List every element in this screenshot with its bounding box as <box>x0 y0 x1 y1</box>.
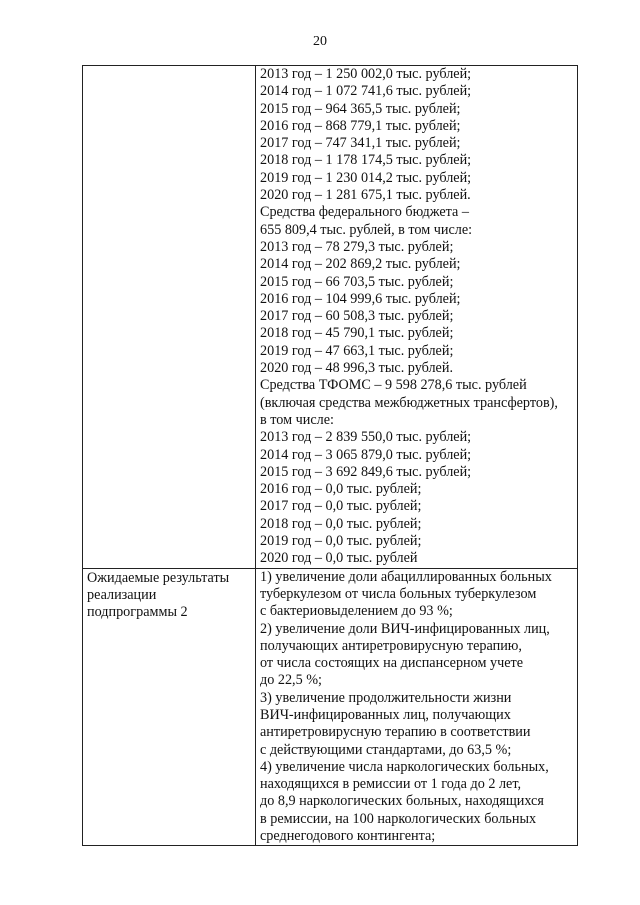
results-line: среднегодового контингента; <box>260 828 436 845</box>
federal-budget-heading: Средства федерального бюджета – <box>260 204 469 221</box>
results-label-line: реализации <box>87 586 157 603</box>
results-label <box>87 569 251 622</box>
federal-budget-line: 2014 год – 202 869,2 тыс. рублей; <box>260 256 461 273</box>
funding-cell <box>256 66 578 569</box>
funding-total-line: 2016 год – 868 779,1 тыс. рублей; <box>260 117 461 134</box>
results-label-line: подпрограммы 2 <box>87 604 188 621</box>
tfoms-block <box>260 377 573 567</box>
federal-budget-line: 2019 год – 47 663,1 тыс. рублей; <box>260 342 454 359</box>
results-line: туберкулезом от числа больных туберкулезом <box>260 585 537 602</box>
tfoms-line: 2017 год – 0,0 тыс. рублей; <box>260 498 422 515</box>
results-line: до 8,9 наркологических больных, находящихся <box>260 793 544 810</box>
federal-budget-block <box>260 204 573 377</box>
results-line: находящихся в ремиссии от 1 года до 2 лет, <box>260 776 522 793</box>
funding-total-line: 2014 год – 1 072 741,6 тыс. рублей; <box>260 83 472 100</box>
funding-total-line: 2020 год – 1 281 675,1 тыс. рублей. <box>260 187 471 204</box>
tfoms-line: 2020 год – 0,0 тыс. рублей <box>260 550 418 567</box>
tfoms-line: 2019 год – 0,0 тыс. рублей; <box>260 533 422 550</box>
results-line: с действующими стандартами, до 63,5 %; <box>260 741 512 758</box>
results-line: 3) увеличение продолжительности жизни <box>260 689 512 706</box>
results-line: получающих антиретровирусную терапию, <box>260 637 522 654</box>
tfoms-line: 2018 год – 0,0 тыс. рублей; <box>260 515 422 532</box>
results-line: в ремиссии, на 100 наркологических больных <box>260 810 537 827</box>
page-number: 20 <box>313 34 327 49</box>
results-line: до 22,5 %; <box>260 672 322 689</box>
results-line: 4) увеличение числа наркологических больных, <box>260 758 549 775</box>
program-table <box>82 65 578 846</box>
federal-budget-line: 2016 год – 104 999,6 тыс. рублей; <box>260 290 461 307</box>
results-line: антиретровирусную терапию в соответствии <box>260 724 531 741</box>
funding-total-line: 2017 год – 747 341,1 тыс. рублей; <box>260 135 461 152</box>
federal-budget-line: 2020 год – 48 996,3 тыс. рублей. <box>260 360 453 377</box>
results-label-line: Ожидаемые результаты <box>87 569 230 586</box>
funding-total-lines <box>260 66 573 204</box>
federal-budget-line: 2013 год – 78 279,3 тыс. рублей; <box>260 238 454 255</box>
results-line: от числа состоящих на диспансерном учете <box>260 655 524 672</box>
funding-label-cell <box>83 66 256 569</box>
tfoms-line: 2014 год – 3 065 879,0 тыс. рублей; <box>260 446 472 463</box>
funding-total-line: 2013 год – 1 250 002,0 тыс. рублей; <box>260 66 472 82</box>
federal-budget-heading: 655 809,4 тыс. рублей, в том числе: <box>260 221 473 238</box>
tfoms-line: 2015 год – 3 692 849,6 тыс. рублей; <box>260 463 472 480</box>
tfoms-heading: (включая средства межбюджетных трансфертов), <box>260 394 558 411</box>
federal-budget-line: 2018 год – 45 790,1 тыс. рублей; <box>260 325 454 342</box>
funding-total-line: 2018 год – 1 178 174,5 тыс. рублей; <box>260 152 472 169</box>
results-line: с бактериовыделением до 93 %; <box>260 603 453 620</box>
federal-budget-line: 2017 год – 60 508,3 тыс. рублей; <box>260 308 454 325</box>
tfoms-heading: Средства ТФОМС – 9 598 278,6 тыс. рублей <box>260 377 527 394</box>
results-cell <box>256 568 578 846</box>
federal-budget-line: 2015 год – 66 703,5 тыс. рублей; <box>260 273 454 290</box>
results-line: 1) увеличение доли абациллированных больных <box>260 568 552 585</box>
funding-total-line: 2015 год – 964 365,5 тыс. рублей; <box>260 100 461 117</box>
results-row <box>83 568 578 846</box>
tfoms-line: 2016 год – 0,0 тыс. рублей; <box>260 481 422 498</box>
results-label-cell <box>83 568 256 846</box>
funding-row <box>83 66 578 569</box>
tfoms-line: 2013 год – 2 839 550,0 тыс. рублей; <box>260 429 472 446</box>
results-line: ВИЧ-инфицированных лиц, получающих <box>260 706 511 723</box>
tfoms-heading: в том числе: <box>260 411 334 428</box>
results-line: 2) увеличение доли ВИЧ-инфицированных лиц, <box>260 620 550 637</box>
funding-total-line: 2019 год – 1 230 014,2 тыс. рублей; <box>260 169 472 186</box>
